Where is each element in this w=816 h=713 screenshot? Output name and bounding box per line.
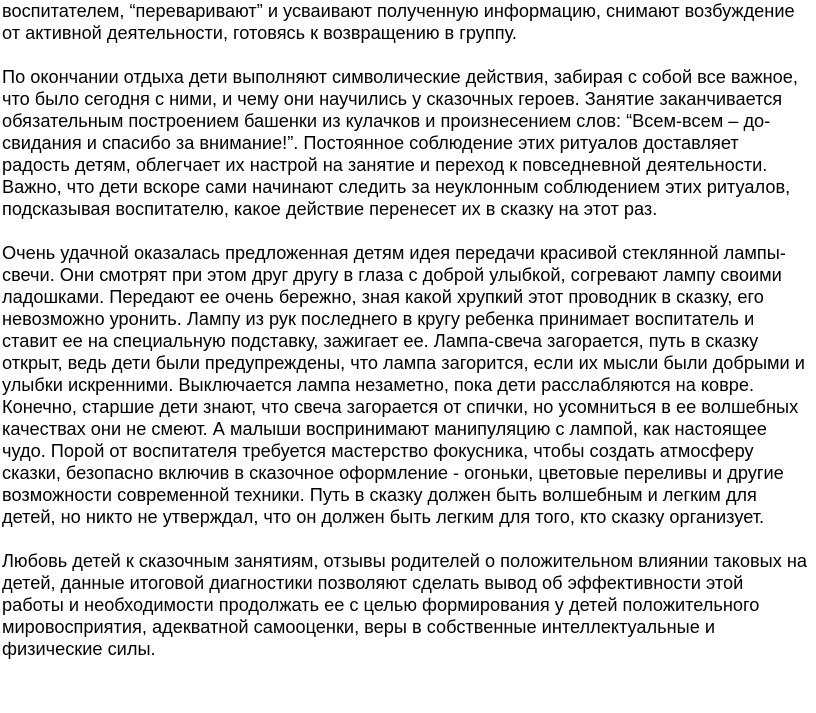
paragraph: [2, 550, 816, 660]
text-line: от активной деятельности, готовясь к возвращению в группу.: [2, 23, 517, 43]
text-line: физические силы.: [2, 639, 156, 659]
text-line: работы и необходимости продолжать ее с целью формирования у детей положительного: [2, 595, 760, 615]
paragraph: [2, 0, 816, 44]
text-line: подсказывая воспитателю, какое действие перенесет их в сказку на этот раз.: [2, 199, 658, 219]
text-line: ставит ее на специальную подставку, зажигает ее. Лампа-свеча загорается, путь в сказку: [2, 331, 759, 351]
text-line: открыт, ведь дети были предупреждены, что лампа загорится, если их мысли были добрыми и: [2, 353, 805, 373]
paragraph-spacer: [2, 528, 816, 550]
text-line: невозможно уронить. Лампу из рук последнего в кругу ребенка принимает воспитатель и: [2, 309, 755, 329]
document-body: [2, 0, 816, 660]
text-line: мировосприятия, адекватной самооценки, веры в собственные интеллектуальные и: [2, 617, 716, 637]
text-line: По окончании отдыха дети выполняют символические действия, забирая с собой все важное,: [2, 67, 798, 87]
text-line: ладошками. Передают ее очень бережно, зная какой хрупкий этот проводник в сказку, его: [2, 287, 764, 307]
text-line: свечи. Они смотрят при этом друг другу в глаза с доброй улыбкой, согревают лампу своими: [2, 265, 782, 285]
text-line: обязательным построением башенки из кулачков и произнесением слов: “Всем-всем – до-: [2, 111, 771, 131]
text-line: Любовь детей к сказочным занятиям, отзывы родителей о положительном влиянии таковых на: [2, 551, 808, 571]
text-line: Конечно, старшие дети знают, что свеча загорается от спички, но усомниться в ее волшебных: [2, 397, 799, 417]
text-line: улыбки искренними. Выключается лампа незаметно, пока дети расслабляются на ковре.: [2, 375, 755, 395]
paragraph: [2, 242, 816, 528]
text-line: радость детям, облегчает их настрой на занятие и переход к повседневной деятельности.: [2, 155, 768, 175]
text-line: чудо. Порой от воспитателя требуется мастерство фокусника, чтобы создать атмосферу: [2, 441, 754, 461]
text-line: сказки, безопасно включив в сказочное оформление - огоньки, цветовые переливы и другие: [2, 463, 784, 483]
text-line: Очень удачной оказалась предложенная детям идея передачи красивой стеклянной лампы-: [2, 243, 786, 263]
text-line: воспитателем, “переваривают” и усваивают полученную информацию, снимают возбуждение: [2, 1, 795, 21]
text-line: Важно, что дети вскоре сами начинают следить за неуклонным соблюдением этих ритуалов,: [2, 177, 791, 197]
text-line: возможности современной техники. Путь в сказку должен быть волшебным и легким для: [2, 485, 757, 505]
paragraph-spacer: [2, 44, 816, 66]
text-line: что было сегодня с ними, и чему они научились у сказочных героев. Занятие заканчивается: [2, 89, 783, 109]
text-line: детей, данные итоговой диагностики позволяют сделать вывод об эффективности этой: [2, 573, 744, 593]
paragraph-spacer: [2, 220, 816, 242]
paragraph: [2, 66, 816, 220]
text-line: свидания и спасибо за внимание!”. Постоянное соблюдение этих ритуалов доставляет: [2, 133, 739, 153]
text-line: качествах они не смеют. А малыши воспринимают манипуляцию с лампой, как настоящее: [2, 419, 767, 439]
text-line: детей, но никто не утверждал, что он должен быть легким для того, кто сказку организует.: [2, 507, 765, 527]
